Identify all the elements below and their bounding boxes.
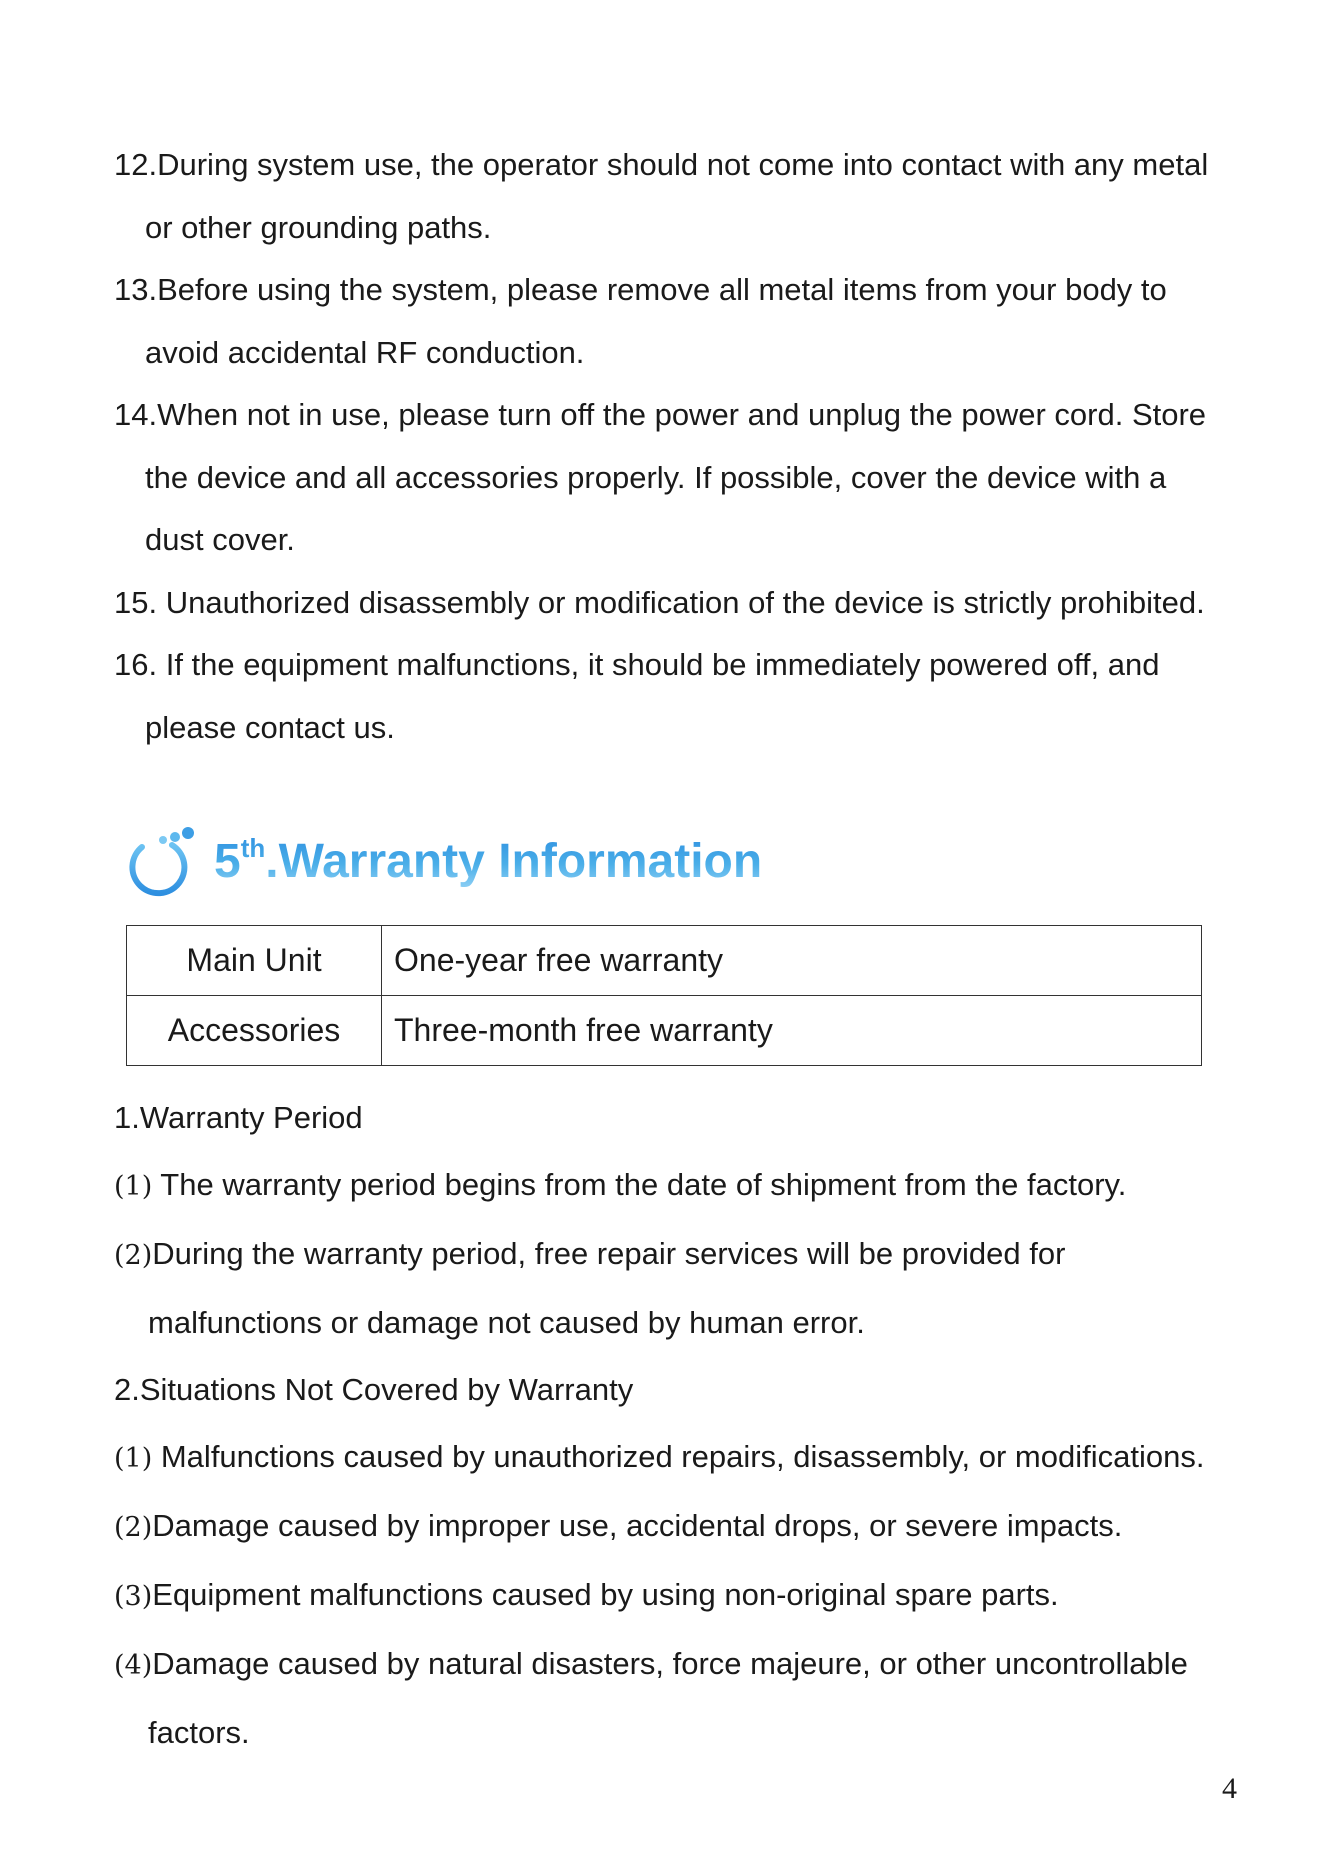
point-marker: (3) (114, 1581, 153, 1612)
warranty-term-cell: Three-month free warranty (382, 996, 1202, 1066)
list-item (114, 259, 1216, 384)
point-text: During the warranty period, free repair services will be provided for (152, 1236, 1066, 1271)
subsection-heading: 2.Situations Not Covered by Warranty (114, 1372, 634, 1407)
list-item (114, 1151, 1234, 1220)
section-number: 5 (214, 835, 241, 888)
point-marker: (2) (114, 1240, 153, 1271)
bubble-circle-icon (120, 825, 200, 905)
item-text: When not in use, please turn off the power and unplug the power cord. Store (157, 397, 1207, 432)
point-marker: (4) (114, 1650, 153, 1681)
list-item (114, 384, 1216, 572)
warranty-term-cell: One-year free warranty (382, 926, 1202, 996)
list-item (114, 634, 1216, 759)
section-ordinal-suffix: th (240, 833, 266, 863)
section-heading (120, 825, 820, 905)
point-marker: (1) (114, 1443, 153, 1474)
list-item (114, 1423, 1234, 1492)
item-continuation: avoid accidental RF conduction. (145, 334, 585, 370)
point-text: The warranty period begins from the date of shipment from the factory. (152, 1167, 1127, 1202)
list-item (114, 572, 1216, 635)
list-item (114, 134, 1216, 259)
section-title (214, 833, 762, 889)
list-item (114, 1630, 1234, 1699)
item-text: Unauthorized disassembly or modification of the device is strictly prohibited. (157, 584, 1205, 620)
table-row (127, 926, 1202, 996)
warranty-table (126, 925, 1202, 1066)
item-text: During system use, the operator should not come into contact with any metal (157, 147, 1209, 182)
subsection-heading: 1.Warranty Period (114, 1100, 363, 1135)
item-text: Before using the system, please remove all metal items from your body to (157, 272, 1167, 307)
point-continuation: factors. (148, 1715, 250, 1750)
item-continuation: or other grounding paths. (145, 209, 492, 245)
table-row (127, 996, 1202, 1066)
item-number: 15. (114, 584, 158, 620)
warranty-item-cell: Accessories (127, 996, 382, 1066)
item-number: 13. (114, 272, 158, 307)
item-number: 14. (114, 397, 158, 432)
point-text: Malfunctions caused by unauthorized repairs, disassembly, or modifications. (152, 1439, 1205, 1474)
item-continuation: please contact us. (145, 709, 395, 745)
point-text: Damage caused by natural disasters, force majeure, or other uncontrollable (152, 1646, 1188, 1681)
item-number: 16. (114, 647, 158, 682)
warranty-details (114, 1084, 1234, 1766)
point-text: Equipment malfunctions caused by using non-original spare parts. (152, 1577, 1059, 1612)
list-item (114, 1220, 1234, 1289)
safety-list (114, 134, 1216, 759)
list-item (114, 1561, 1234, 1630)
page-number: 4 (1222, 1772, 1237, 1805)
section-title-text: .Warranty Information (265, 835, 763, 888)
point-marker: (1) (114, 1171, 153, 1202)
list-item (114, 1492, 1234, 1561)
item-number: 12. (114, 147, 158, 182)
item-continuation: the device and all accessories properly. If possible, cover the device with a (145, 459, 1167, 495)
point-continuation: malfunctions or damage not caused by human error. (148, 1305, 865, 1340)
point-text: Damage caused by improper use, accidental drops, or severe impacts. (152, 1508, 1123, 1543)
item-continuation: dust cover. (145, 522, 295, 557)
warranty-item-cell: Main Unit (127, 926, 382, 996)
item-text: If the equipment malfunctions, it should be immediately powered off, and (157, 647, 1160, 682)
point-marker: (2) (114, 1512, 153, 1543)
